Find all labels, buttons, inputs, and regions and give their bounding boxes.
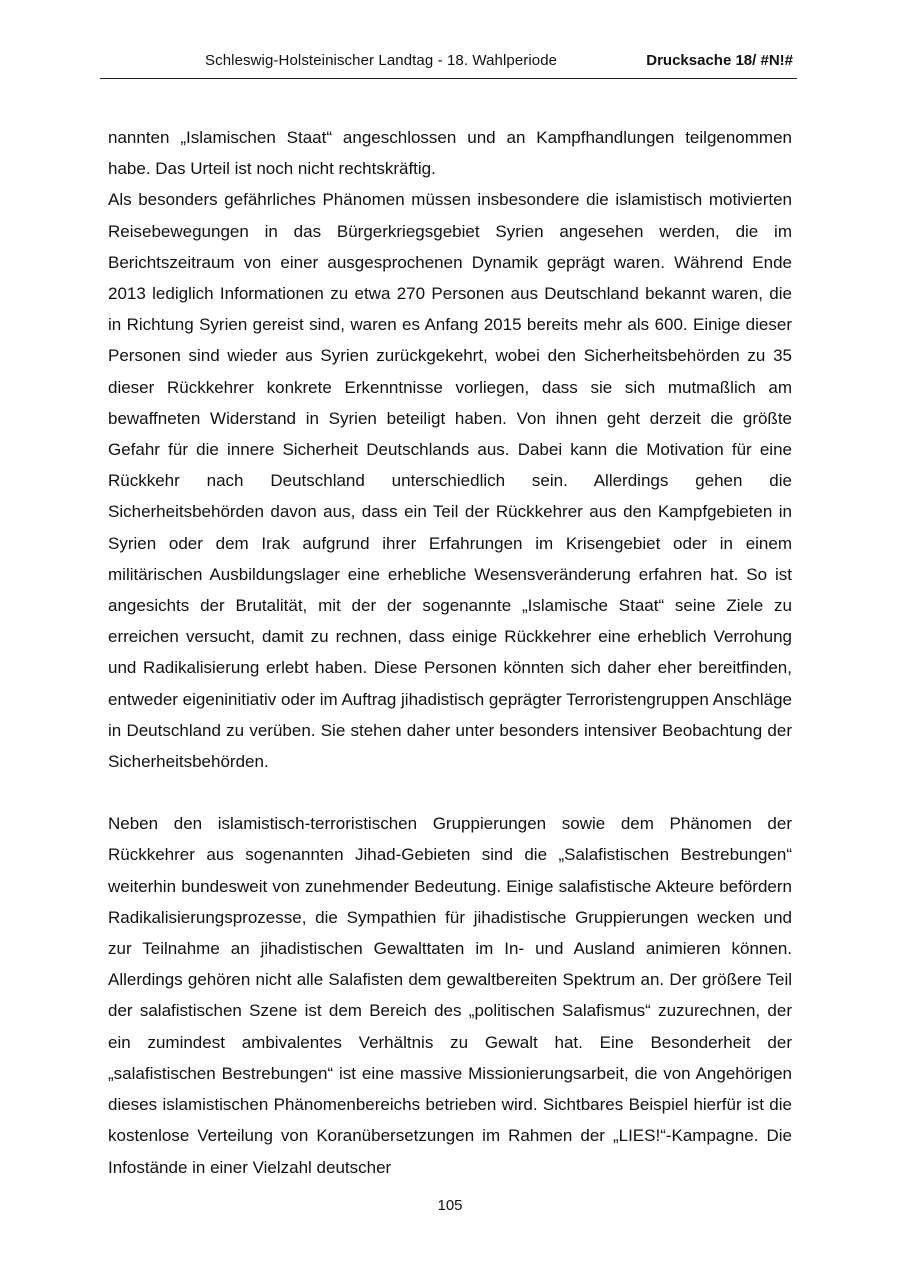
page-number: 105 [437,1197,463,1214]
page-header [100,50,797,79]
body-text [108,122,792,1183]
paragraph-3: Neben den islamistisch-terroristischen Gruppierungen sowie dem Phänomen der Rückkehrer aus sogenannten Jihad-Gebieten sind die „Salafistischen Bestrebungen“ weiterhin bundesweit von zunehmender Bedeutung. Einige salafistische Akteure befördern Radikalisierungsprozesse, die Sympathien für jihadistische Gruppierungen wecken und zur Teilnahme an jihadistischen Gewalttaten im In- und Ausland animieren können. Allerdings gehören nicht alle Salafisten dem gewaltbereiten Spektrum an. Der größere Teil der salafistischen Szene ist dem Bereich des „politischen Salafismus“ zuzurechnen, der ein zumindest ambivalentes Verhältnis zu Gewalt hat. Eine Besonderheit der „salafistischen Bestrebungen“ ist eine massive Missionierungsarbeit, die von Angehörigen dieses islamistischen Phänomenbereichs betrieben wird. Sichtbares Beispiel hierfür ist die kostenlose Verteilung von Koranübersetzungen im Rahmen der „LIES!“-Kampagne. Die Infostände in einer Vielzahl deutscher [108,814,792,1177]
paragraph-2: Als besonders gefährliches Phänomen müssen insbesondere die islamistisch motivierten Reisebewegungen in das Bürgerkriegsgebiet Syrien angesehen werden, die im Berichtszeitraum von einer ausgesprochenen Dynamik geprägt waren. Während Ende 2013 lediglich Informationen zu etwa 270 Personen aus Deutschland bekannt waren, die in Richtung Syrien gereist sind, waren es Anfang 2015 bereits mehr als 600. Einige dieser Personen sind wieder aus Syrien zurückgekehrt, wobei den Sicherheitsbehörden zu 35 dieser Rückkehrer konkrete Erkenntnisse vorliegen, dass sie sich mutmaßlich am bewaffneten Widerstand in Syrien beteiligt haben. Von ihnen geht derzeit die größte Gefahr für die innere Sicherheit Deutschlands aus. Dabei kann die Motivation für eine Rückkehr nach Deutschland unterschiedlich sein. Allerdings gehen die Sicherheitsbehörden davon aus, dass ein Teil der Rückkehrer aus den Kampfgebieten in Syrien oder dem Irak aufgrund ihrer Erfahrungen im Krisengebiet oder in einem militärischen Ausbildungslager eine erhebliche Wesensveränderung erfahren hat. So ist angesichts der Brutalität, mit der der sogenannte „Islamische Staat“ seine Ziele zu erreichen versucht, damit zu rechnen, dass einige Rückkehrer eine erheblich Verrohung und Radikalisierung erlebt haben. Diese Personen könnten sich daher eher bereitfinden, entweder eigeninitiativ oder im Auftrag jihadistisch geprägter Terroristengruppen Anschläge in Deutschland zu verüben. Sie stehen daher unter besonders intensiver Beobachtung der Sicherheitsbehörden. [108,190,792,772]
header-title: Schleswig-Holsteinischer Landtag - 18. Wahlperiode [205,52,558,69]
document-number: Drucksache 18/ #N!# [646,52,793,69]
paragraph-1: nannten „Islamischen Staat“ angeschlossen und an Kampfhandlungen teilgenommen habe. Das Urteil ist noch nicht rechtskräftig. [108,128,792,179]
